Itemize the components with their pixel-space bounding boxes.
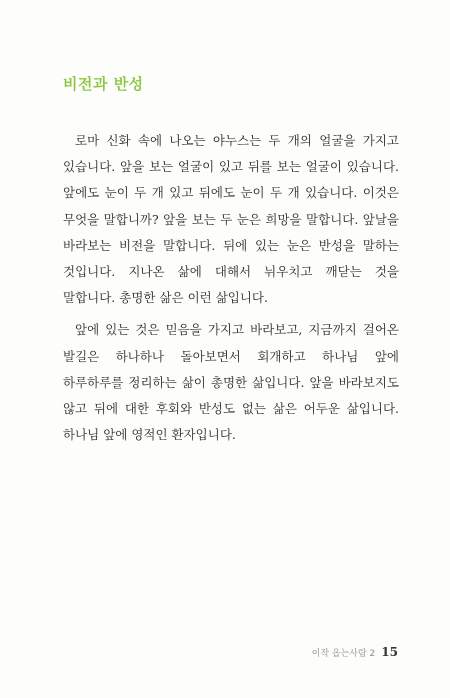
body-text — [63, 128, 399, 448]
paragraph: 로마 신화 속에 나오는 야누스는 두 개의 얼굴을 가지고 있습니다. 앞을 보는 얼굴이 있고 뒤를 보는 얼굴이 있습니다. 앞에도 눈이 두 개 있고 뒤에도 눈이 두 개 있습니다. 이것은 무엇을 말합니까? 앞을 보는 두 눈은 희망을 말합니다. 앞날을 바라보는 비전을 말합니다. 뒤에 있는 눈은 반성을 말하는 것입니다. 지나온 삶에 대해서 뉘우치고 깨닫는 것을 말합니다. 총명한 삶은 이런 삶입니다. — [63, 133, 399, 306]
page-footer — [312, 645, 398, 659]
paragraph: 앞에 있는 것은 믿음을 가지고 바라보고, 지금까지 걸어온 발길은 하나하나 돌아보면서 회개하고 하나님 앞에 하루하루를 정리하는 삶이 총명한 삶입니다. 앞을 바라보지도 않고 뒤에 대한 후회와 반성도 없는 삶은 어두운 삶입니다. 하나님 앞에 영적인 환자입니다. — [63, 322, 399, 443]
section-title: 비전과 반성 — [63, 75, 144, 93]
page-number: 15 — [381, 645, 398, 659]
running-title: 이작 옵는사람 2 — [311, 649, 376, 659]
